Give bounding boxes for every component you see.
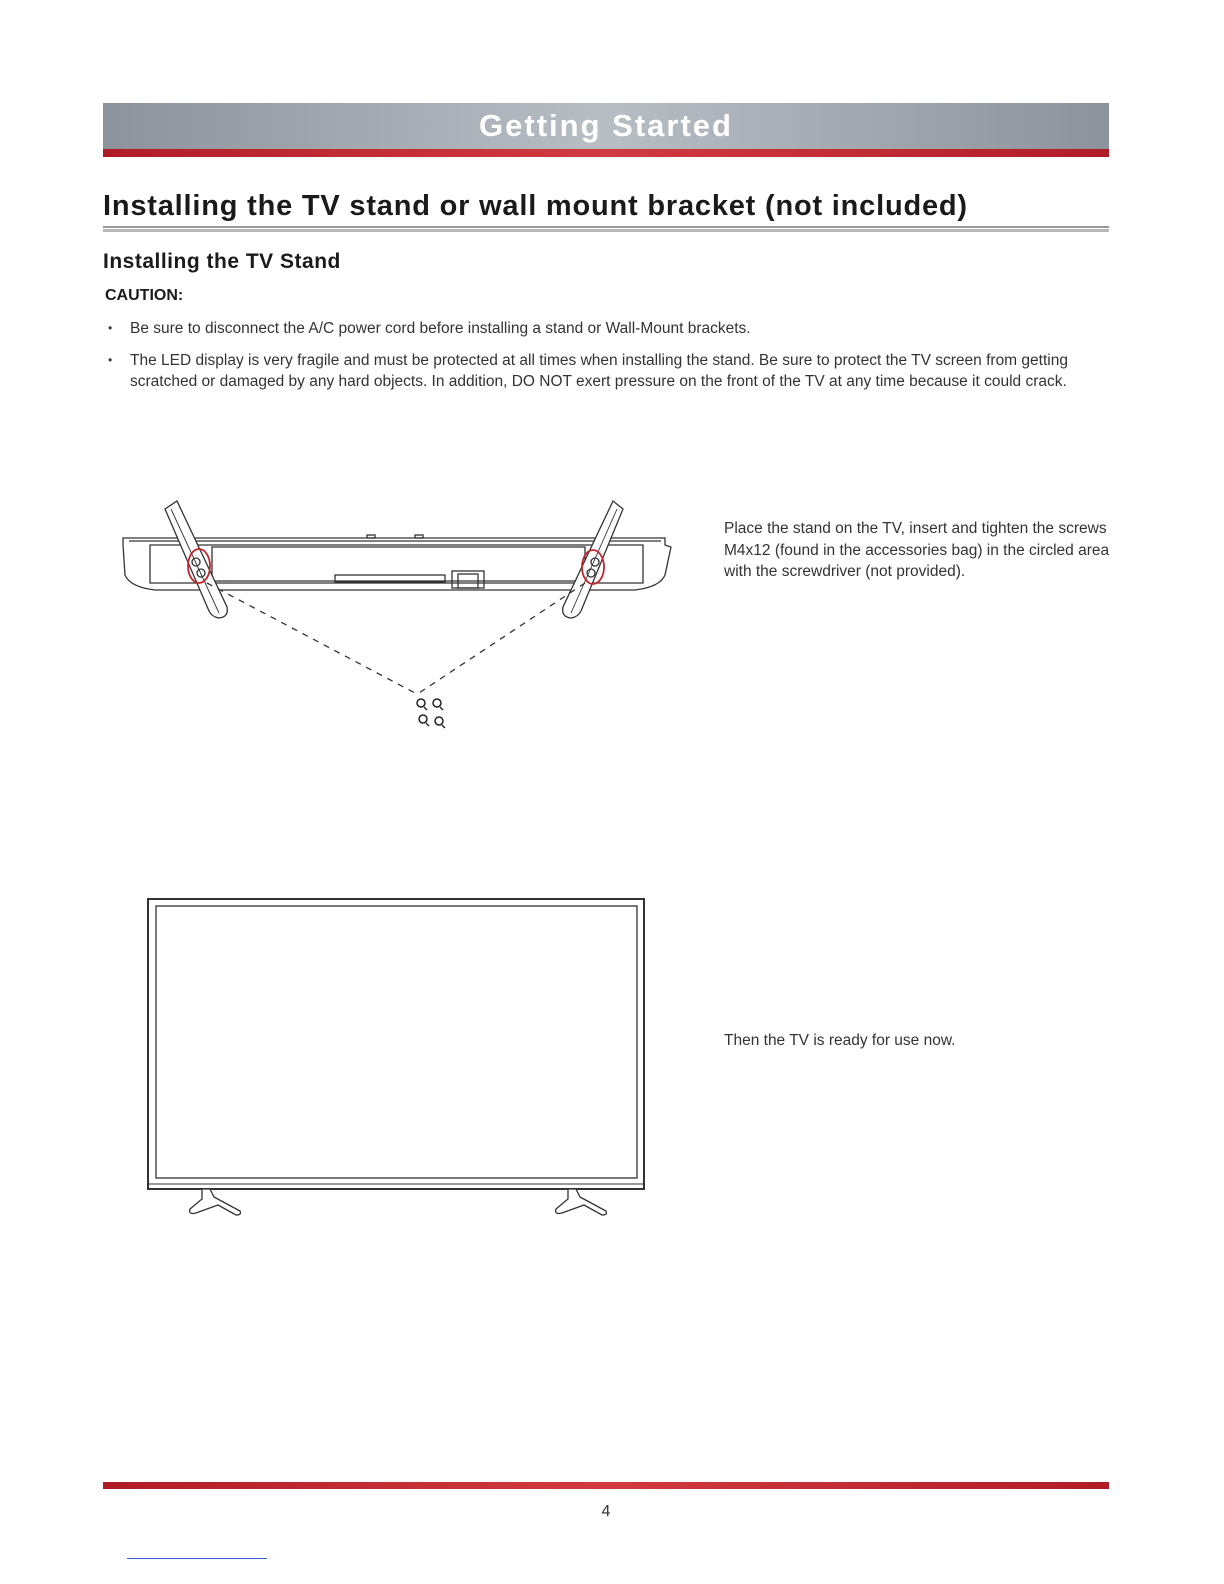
page-number: 4 (601, 1503, 611, 1520)
bottom-link-underline (127, 1558, 267, 1559)
section-divider (103, 226, 1109, 228)
caution-item-text: The LED display is very fragile and must be protected at all times when installing the stand. Be sure to protect the TV screen from getting scratched or damaged by any hard objects. In addition, DO NOT exert pressure on the front of the TV at any time because it could crack. (130, 351, 1068, 390)
caution-label: CAUTION: (105, 287, 184, 304)
caution-item (104, 318, 1108, 340)
banner-accent-bar (103, 149, 1109, 157)
step-2-caption: Then the TV is ready for use now. (724, 1032, 956, 1049)
section-divider-secondary (103, 229, 1109, 232)
banner-title: Getting Started (479, 108, 733, 143)
header-banner (103, 103, 1109, 149)
caution-item-text: Be sure to disconnect the A/C power cord before installing a stand or Wall-Mount brackets. (130, 320, 751, 337)
step-1-caption: Place the stand on the TV, insert and tighten the screws M4x12 (found in the accessories bag) in the circled area with the screwdriver (not provided). (724, 520, 1110, 580)
screw-icon (417, 699, 443, 725)
section-title: Installing the TV stand or wall mount bracket (not included) (103, 190, 968, 222)
tv-front-diagram (140, 893, 660, 1223)
bullet-dot-icon: • (108, 352, 113, 367)
footer-accent-bar (103, 1482, 1109, 1489)
stand-install-diagram (115, 495, 675, 740)
caution-item (104, 350, 1108, 393)
subsection-title: Installing the TV Stand (103, 250, 341, 273)
bullet-dot-icon: • (108, 321, 113, 335)
caution-list (104, 318, 1108, 403)
